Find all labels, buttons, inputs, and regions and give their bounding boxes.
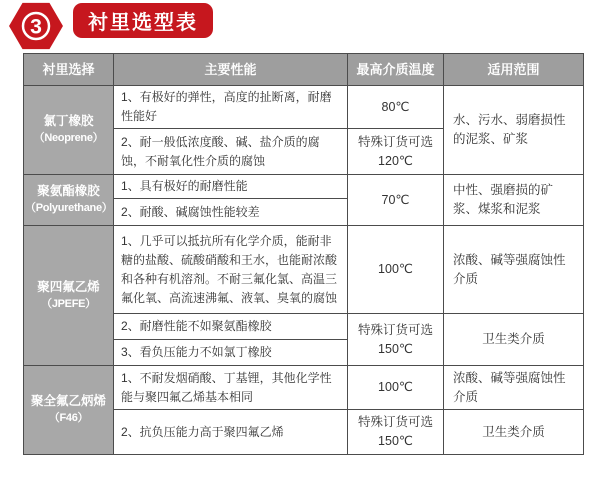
temp-note: 特殊订货可选 <box>357 322 433 337</box>
material-cell-polyurethane <box>24 175 114 226</box>
material-name: 氯丁橡胶 <box>43 114 94 128</box>
material-name-en: （Polyurethane） <box>25 202 113 214</box>
range-cell: 水、污水、弱磨损性的泥浆、矿浆 <box>444 86 584 175</box>
performance-cell: 2、抗负压能力高于聚四氟乙烯 <box>114 410 348 455</box>
material-cell-f46 <box>24 366 114 455</box>
performance-cell: 1、具有极好的耐磨性能 <box>114 175 348 199</box>
material-name: 聚氨酯橡胶 <box>37 184 100 198</box>
temperature-cell: 70℃ <box>348 175 444 226</box>
page-title: 衬里选型表 <box>88 12 198 34</box>
temperature-cell <box>348 410 444 455</box>
range-cell: 中性、强磨损的矿浆、煤浆和泥浆 <box>444 175 584 226</box>
table-row <box>24 175 584 199</box>
material-name: 聚四氟乙烯 <box>37 279 100 294</box>
temp-note: 特殊订货可选 <box>357 134 433 149</box>
material-cell-neoprene <box>24 86 114 175</box>
title-banner <box>73 3 213 38</box>
performance-cell: 1、几乎可以抵抗所有化学介质，能耐非糖的盐酸、硫酸硝酸和王水，也能耐浓酸和各种有机溶剂。不耐三氟化氯、高温三氟化氧、高流速沸氟、液氧、臭氧的腐蚀 <box>114 226 348 314</box>
col-header-lining: 衬里选择 <box>24 54 114 86</box>
performance-cell: 1、不耐发烟硝酸、丁基锂，其他化学性能与聚四氟乙烯基本相同 <box>114 366 348 410</box>
performance-cell: 2、耐磨性能不如聚氨酯橡胶 <box>114 314 348 340</box>
range-cell: 卫生类介质 <box>444 314 584 366</box>
col-header-performance: 主要性能 <box>114 54 348 86</box>
temperature-cell <box>348 314 444 366</box>
range-cell: 卫生类介质 <box>444 410 584 455</box>
material-name-en: （Neoprene） <box>33 132 104 144</box>
performance-cell: 1、有极好的弹性，高度的扯断离，耐磨性能好 <box>114 86 348 129</box>
hexagon-icon <box>7 0 65 52</box>
temperature-cell <box>348 129 444 175</box>
col-header-range: 适用范围 <box>444 54 584 86</box>
temp-value: 120℃ <box>378 153 413 168</box>
table-row <box>24 366 584 410</box>
performance-cell: 3、看负压能力不如氯丁橡胶 <box>114 340 348 366</box>
material-cell-jpefe <box>24 226 114 366</box>
temp-note: 特殊订货可选 <box>357 415 433 429</box>
performance-cell: 2、耐一般低浓度酸、碱、盐介质的腐蚀，不耐氧化性介质的腐蚀 <box>114 129 348 175</box>
material-name-en: （F46） <box>48 412 89 424</box>
range-cell: 浓酸、碱等强腐蚀性介质 <box>444 226 584 314</box>
range-cell: 浓酸、碱等强腐蚀性介质 <box>444 366 584 410</box>
material-name-en: （JPEFE） <box>41 297 96 310</box>
material-name: 聚全氟乙炳烯 <box>30 394 106 408</box>
temperature-cell: 100℃ <box>348 366 444 410</box>
temp-value: 150℃ <box>378 434 413 448</box>
col-header-max-temp: 最高介质温度 <box>348 54 444 86</box>
performance-cell: 2、耐酸、碱腐蚀性能较差 <box>114 199 348 226</box>
temperature-cell: 80℃ <box>348 86 444 129</box>
badge-number-text: 3 <box>30 15 42 39</box>
lining-selection-table <box>23 53 584 455</box>
temp-value: 150℃ <box>378 341 413 356</box>
page-header <box>0 0 600 52</box>
table-row <box>24 86 584 129</box>
table-row <box>24 226 584 314</box>
temperature-cell: 100℃ <box>348 226 444 314</box>
number-badge <box>7 0 65 52</box>
table-header-row <box>24 54 584 86</box>
